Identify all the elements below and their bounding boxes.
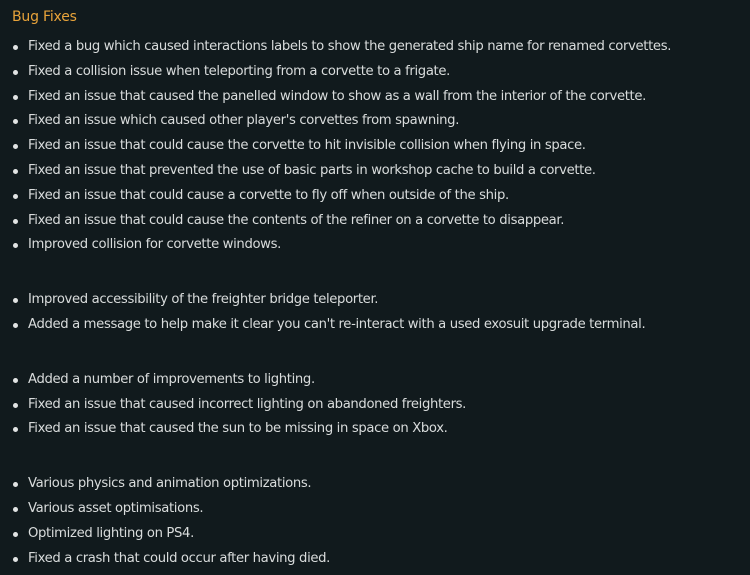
bullet-icon: [13, 323, 18, 328]
list-item: [12, 547, 750, 572]
bullet-icon: [13, 95, 18, 100]
bullet-icon: [13, 70, 18, 75]
list-item: [12, 393, 750, 418]
list-item-text: Improved collision for corvette windows.: [28, 237, 281, 253]
bullet-icon: [13, 557, 18, 562]
list-item: [12, 472, 750, 497]
bullet-icon: [13, 507, 18, 512]
list-item-text: Fixed an issue which caused other player's corvettes from spawning.: [28, 113, 460, 129]
bullet-icon: [13, 119, 18, 124]
list-item-text: Fixed a bug which caused interactions labels to show the generated ship name for renamed corvettes.: [28, 39, 672, 54]
bullet-group-freighter: [12, 288, 750, 338]
list-item-text: Fixed an issue that could cause the contents of the refiner on a corvette to disappear.: [28, 212, 565, 228]
list-item-text: Fixed an issue that caused the panelled window to show as a wall from the interior of the corvette.: [28, 88, 646, 104]
list-item: [12, 184, 750, 209]
list-item: [12, 209, 750, 234]
bullet-icon: [13, 427, 18, 432]
list-item: [12, 497, 750, 522]
list-item: [12, 233, 750, 258]
list-item: [12, 313, 750, 338]
list-item-text: Fixed an issue that could cause a corvette to fly off when outside of the ship.: [28, 187, 509, 203]
list-item-text: Added a number of improvements to lighting.: [28, 371, 315, 387]
list-item: [12, 134, 750, 159]
bullet-icon: [13, 45, 18, 50]
list-item-text: Fixed an issue that caused incorrect lighting on abandoned freighters.: [28, 396, 467, 412]
bullet-icon: [13, 194, 18, 199]
bullet-icon: [13, 219, 18, 224]
list-item-text: Added a message to help make it clear you can't re-interact with a used exosuit upgrade terminal.: [28, 316, 646, 332]
section-title: Bug Fixes: [12, 9, 77, 25]
list-item-text: Fixed a collision issue when teleporting from a corvette to a frigate.: [28, 63, 450, 79]
list-item: [12, 417, 750, 442]
list-item: [12, 109, 750, 134]
list-item: [12, 368, 750, 393]
list-item-text: Fixed an issue that prevented the use of basic parts in workshop cache to build a corvette.: [28, 162, 596, 178]
bullet-icon: [13, 532, 18, 537]
list-item-text: Fixed an issue that could cause the corvette to hit invisible collision when flying in space.: [28, 138, 586, 154]
list-item-text: Fixed an issue that caused the sun to be missing in space on Xbox.: [28, 421, 448, 437]
list-item-text: Fixed a crash that could occur after having died.: [28, 550, 331, 566]
bullet-icon: [13, 243, 18, 248]
list-item: [12, 60, 750, 85]
bullet-icon: [13, 403, 18, 408]
list-item-text: Optimized lighting on PS4.: [28, 525, 194, 541]
bullet-icon: [13, 378, 18, 383]
list-item: [12, 288, 750, 313]
list-item-text: Various asset optimisations.: [28, 500, 204, 516]
list-item: [12, 35, 750, 60]
bullet-icon: [13, 482, 18, 487]
list-item-text: Various physics and animation optimizations.: [28, 476, 312, 492]
list-item-text: Improved accessibility of the freighter bridge teleporter.: [28, 292, 379, 308]
bullet-group-performance: [12, 472, 750, 571]
list-item: [12, 159, 750, 184]
bullet-icon: [13, 169, 18, 174]
bullet-group-lighting: [12, 368, 750, 442]
bullet-group-corvettes: [12, 35, 750, 258]
list-item: [12, 522, 750, 547]
bullet-icon: [13, 144, 18, 149]
list-item: [12, 85, 750, 110]
bullet-icon: [13, 298, 18, 303]
